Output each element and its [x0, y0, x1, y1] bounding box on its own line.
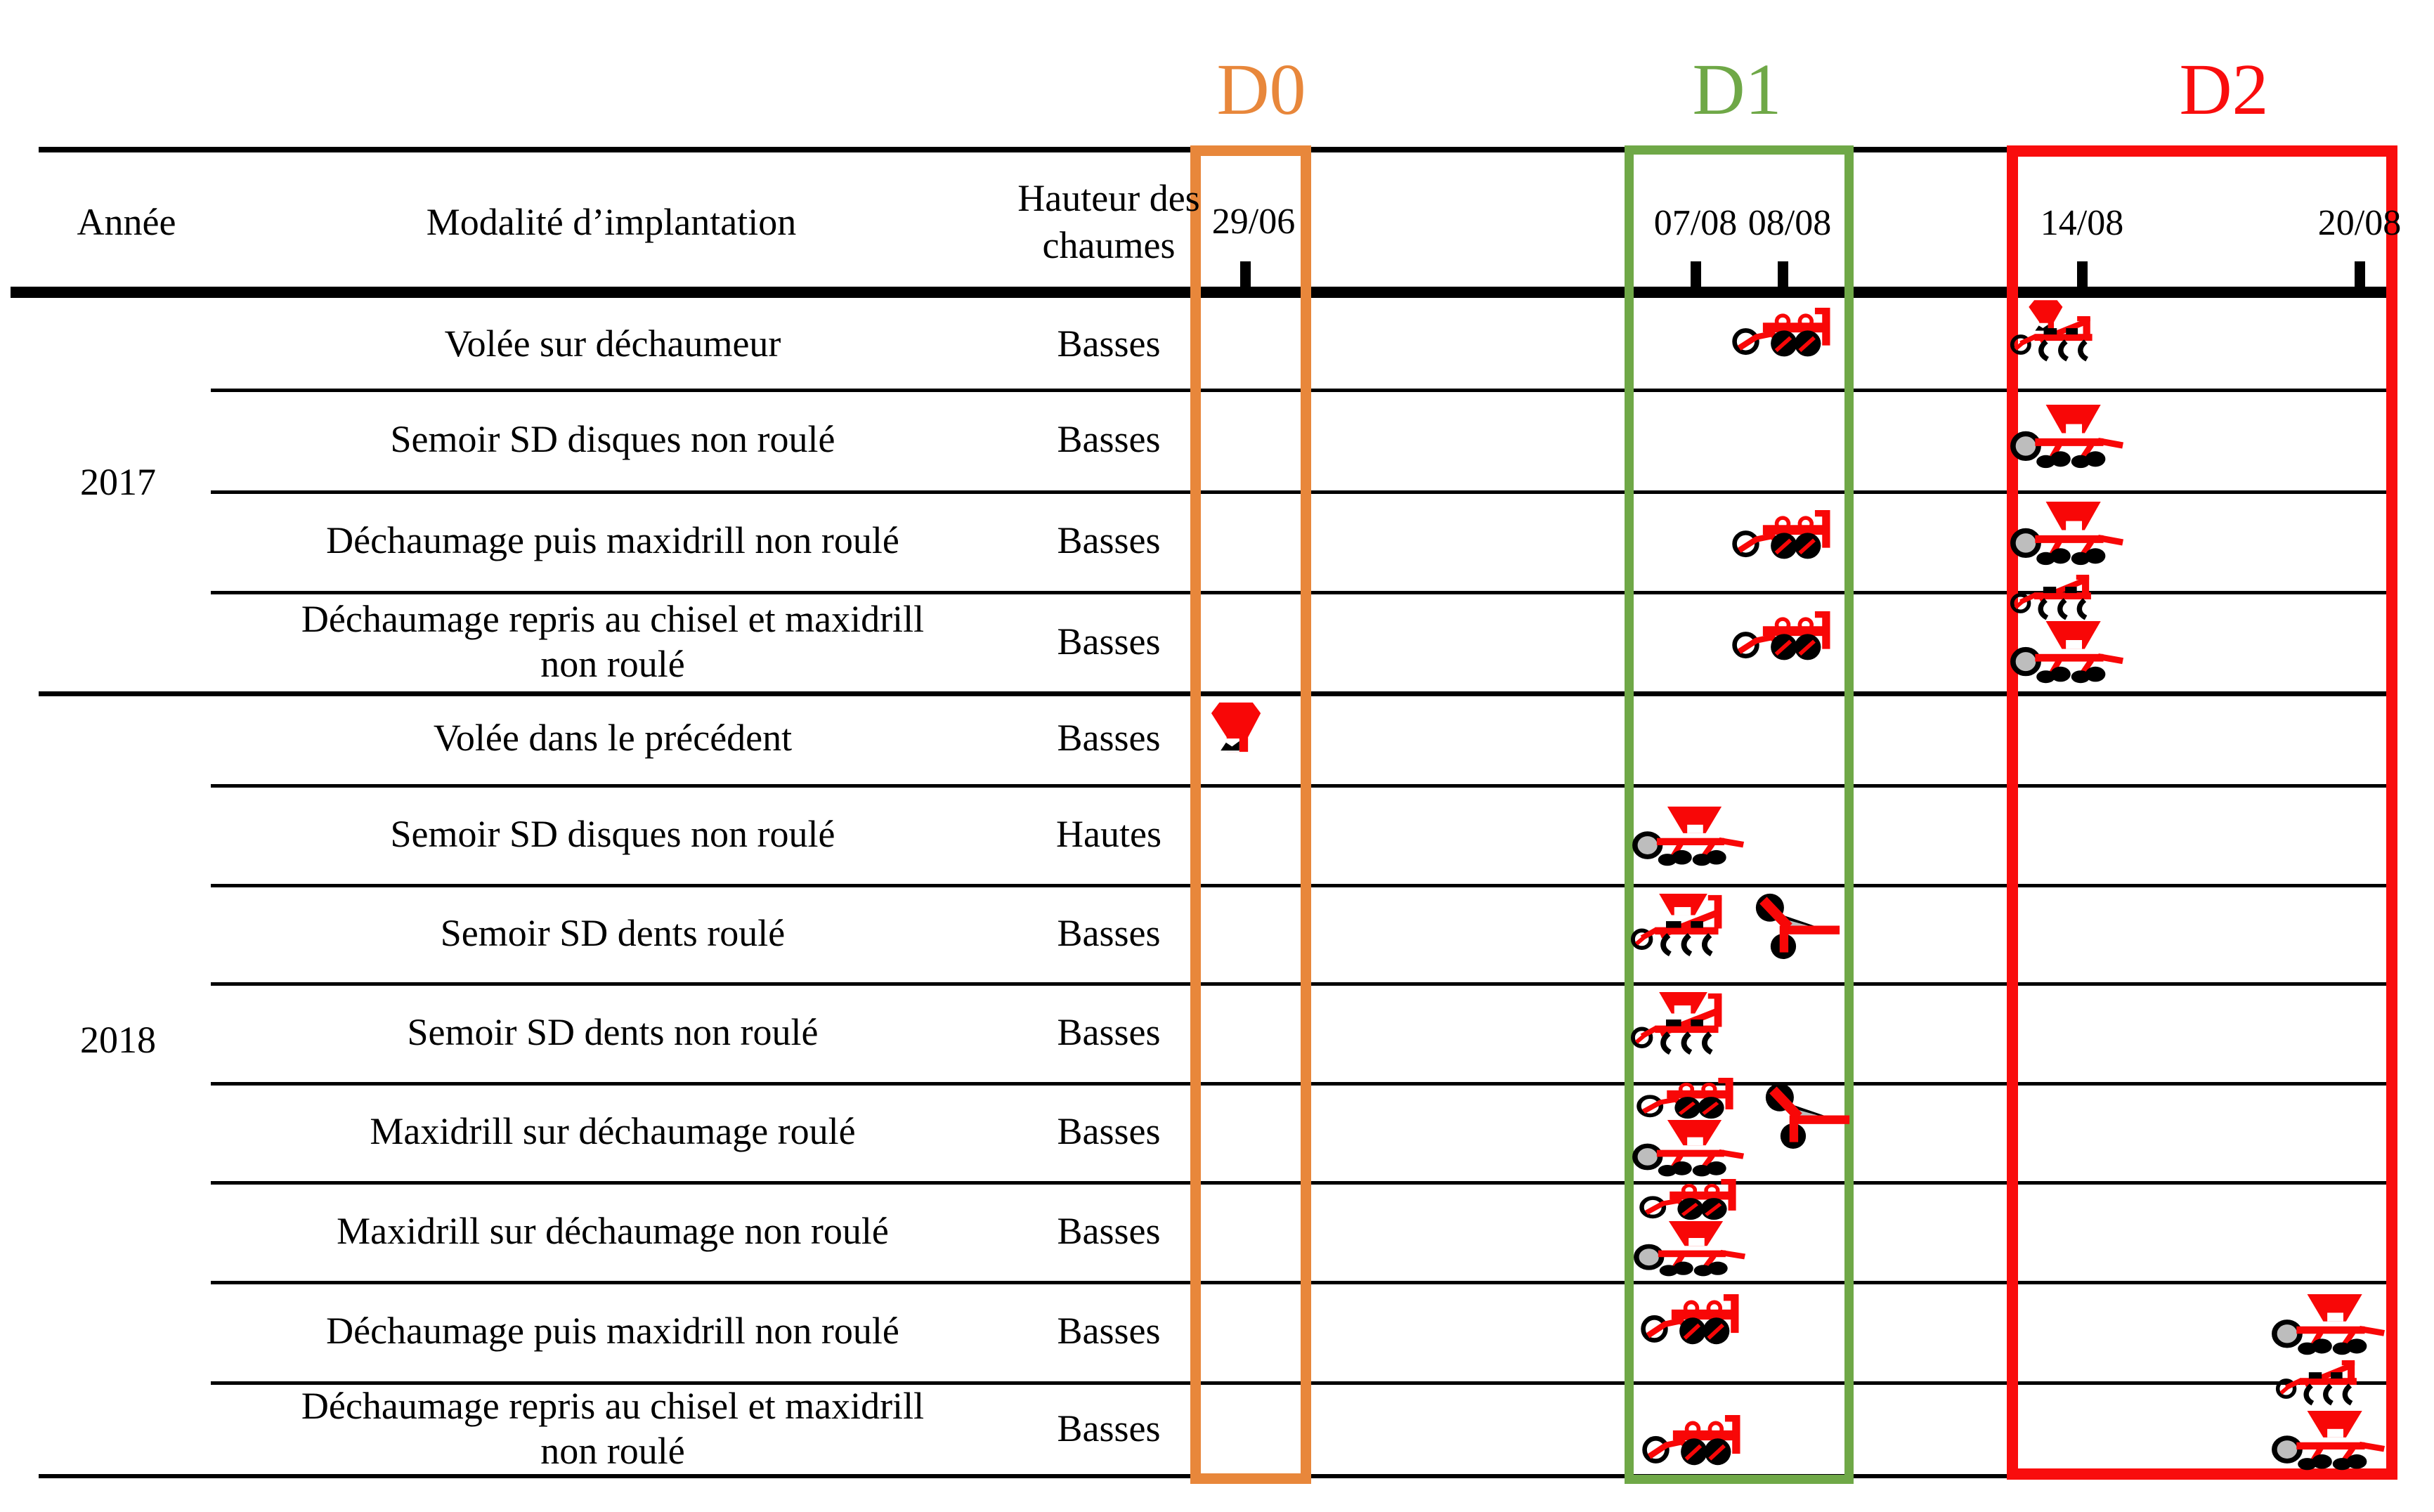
date-label-2008: 20/08 [2317, 203, 2402, 243]
stubble-height-label: Basses [1057, 1210, 1161, 1252]
modality-label: Volée dans le précédent [433, 717, 793, 759]
seed-drill-icon [1633, 1120, 1745, 1178]
modality-label: Semoir SD disques non roulé [390, 813, 835, 855]
seed-drill-icon [2011, 502, 2125, 566]
broadcast-spreader-icon [1210, 701, 1263, 753]
modality-label: Déchaumage repris au chisel et maxidrill non roulé [301, 1385, 925, 1472]
modality-label: Semoir SD dents roulé [440, 912, 786, 954]
date-tick-2906 [1240, 261, 1251, 287]
seed-drill-icon [1634, 1221, 1747, 1277]
chisel-icon [2010, 575, 2107, 625]
modality-label: Volée sur déchaumeur [444, 322, 781, 365]
column-header-annee: Année [77, 201, 176, 243]
date-label-2906: 29/06 [1211, 202, 1296, 242]
chisel-icon [2010, 316, 2108, 367]
maxidrill-seeder-icon [1634, 1078, 1738, 1121]
chisel-icon [2275, 1360, 2372, 1411]
seed-drill-icon [2272, 1294, 2386, 1356]
stubble-height-label: Hautes [1056, 813, 1161, 855]
date-label-1408: 14/08 [2040, 203, 2124, 243]
roller-icon [1764, 1082, 1851, 1149]
modality-label: Déchaumage puis maxidrill non roulé [326, 519, 899, 561]
tine-seed-drill-icon [1630, 992, 1737, 1062]
stubble-height-label: Basses [1057, 1011, 1161, 1053]
roller-icon [1754, 892, 1841, 959]
stubble-height-label: Basses [1057, 1310, 1161, 1352]
modality-label: Maxidrill sur déchaumage roulé [370, 1110, 856, 1152]
period-label-d1: D1 [1692, 49, 1782, 130]
period-label-d2: D2 [2179, 49, 2269, 130]
maxidrill-seeder-icon [1637, 1179, 1741, 1223]
stubble-height-label: Basses [1057, 717, 1161, 759]
stubble-height-label: Basses [1057, 1407, 1161, 1449]
date-tick-1408 [2077, 261, 2088, 287]
stubble-height-label: Basses [1057, 322, 1161, 365]
maxidrill-seeder-icon [1639, 1294, 1744, 1348]
maxidrill-seeder-icon [1640, 1415, 1745, 1468]
seed-drill-icon [2011, 621, 2125, 684]
seed-drill-icon [2011, 405, 2125, 469]
column-header-hauteur: Hauteur des chaumes [1017, 177, 1200, 266]
stubble-height-label: Basses [1057, 1110, 1161, 1152]
stubble-height-label: Basses [1057, 418, 1161, 460]
maxidrill-seeder-icon [1730, 308, 1835, 360]
stubble-height-label: Basses [1057, 620, 1161, 663]
date-label-0808: 08/08 [1748, 203, 1832, 243]
seed-drill-icon [2272, 1411, 2386, 1471]
modality-label: Semoir SD dents non roulé [407, 1011, 819, 1053]
period-box-d0 [1190, 145, 1311, 1484]
period-label-d0: D0 [1216, 49, 1306, 130]
modality-label: Déchaumage puis maxidrill non roulé [326, 1310, 899, 1352]
stubble-height-label: Basses [1057, 519, 1161, 561]
column-header-modalite: Modalité d’implantation [426, 201, 797, 243]
modality-label: Maxidrill sur déchaumage non roulé [337, 1210, 889, 1252]
stubble-height-label: Basses [1057, 912, 1161, 954]
maxidrill-seeder-icon [1730, 611, 1835, 663]
date-label-0708: 07/08 [1653, 203, 1738, 243]
year-label-2018: 2018 [80, 1019, 156, 1061]
seed-drill-icon [1633, 807, 1745, 867]
tine-seed-drill-icon [1630, 894, 1737, 964]
modality-label: Semoir SD disques non roulé [390, 418, 835, 460]
maxidrill-seeder-icon [1730, 510, 1835, 562]
date-tick-0708 [1691, 261, 1701, 287]
date-tick-2008 [2355, 261, 2365, 287]
year-label-2017: 2017 [80, 461, 156, 503]
date-tick-0808 [1778, 261, 1788, 287]
modality-label: Déchaumage repris au chisel et maxidrill non roulé [301, 598, 925, 685]
